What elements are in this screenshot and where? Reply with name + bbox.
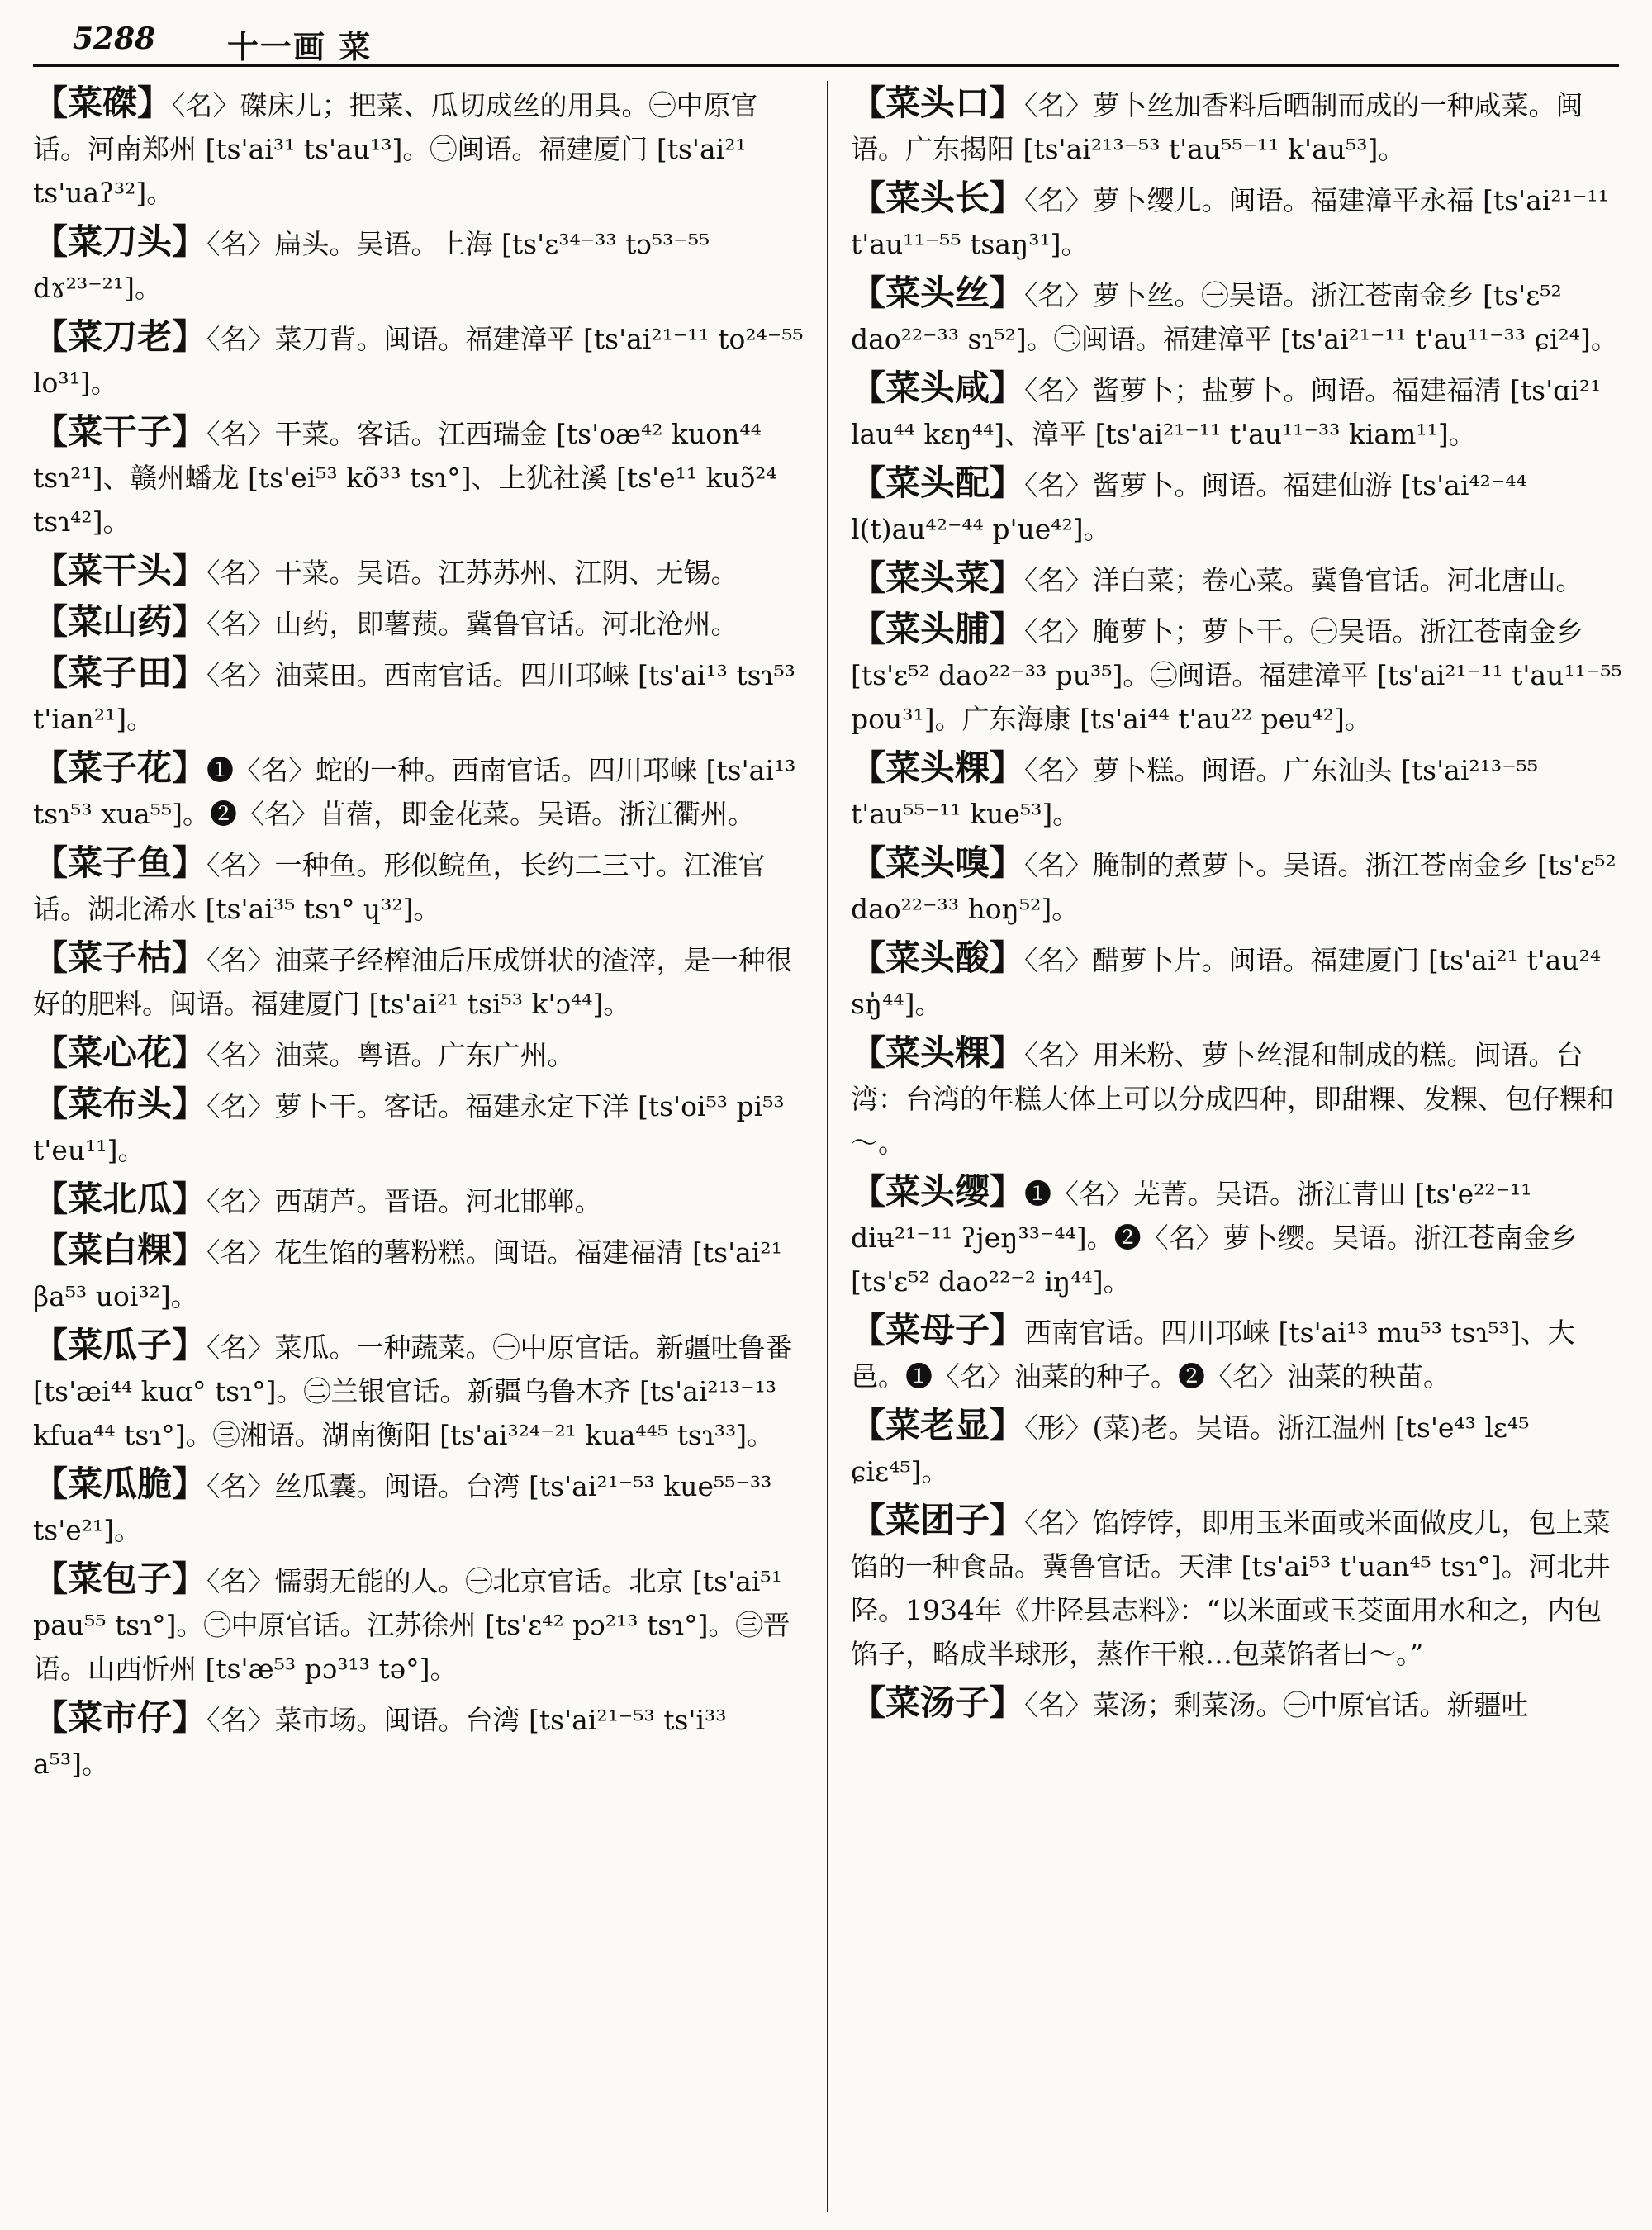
entry-definition: 〈名〉干菜。客话。江西瑞金 [ts'oæ⁴² kuon⁴⁴ tsɿ²¹]、赣州蟠龙 [ts'ei⁵³ kõ³³ tsɿ°]、上犹社溪 [ts'e¹¹ kuɔ̃²⁴ tsɿ⁴²]。 — [33, 418, 777, 538]
dictionary-entry — [851, 81, 1623, 171]
entry-headword: 【菜头长】 — [851, 178, 1025, 218]
entry-headword: 【菜磔】 — [33, 83, 173, 123]
entry-headword: 【菜子鱼】 — [33, 842, 207, 883]
entry-definition: 〈名〉山药，即薯蓣。冀鲁官话。河北沧州。 — [206, 608, 738, 640]
entry-definition: 〈名〉萝卜丝。㊀吴语。浙江苍南金乡 [ts'ɛ⁵² dao²²⁻³³ sɿ⁵²]。㊁闽语。福建漳平 [ts'ai²¹⁻¹¹ t'au¹¹⁻³³ ɕi²⁴]。 — [851, 279, 1618, 355]
page-header — [33, 17, 1619, 67]
dictionary-entry — [851, 1498, 1623, 1676]
left-column — [33, 81, 805, 2212]
entry-headword: 【菜干子】 — [33, 411, 207, 452]
entry-headword: 【菜瓜脆】 — [33, 1464, 207, 1504]
entry-headword: 【菜包子】 — [33, 1559, 207, 1599]
dictionary-entry — [33, 841, 805, 931]
entry-definition: 〈名〉丝瓜囊。闽语。台湾 [ts'ai²¹⁻⁵³ kue⁵⁵⁻³³ ts'e²¹]。 — [33, 1470, 772, 1546]
entry-definition: 〈名〉馅饽饽，即用玉米面或米面做皮儿，包上菜馅的一种食品。冀鲁官话。天津 [ts'ai⁵³ t'uan⁴⁵ tsɿ°]。河北井陉。1934年《井陉县志料》：“以米面或玉茭面用水和之，内包馅子，略成半球形，蒸作干粮…包菜馅者曰～。” — [851, 1506, 1611, 1670]
entry-definition: 〈名〉萝卜缨儿。闽语。福建漳平永福 [ts'ai²¹⁻¹¹ t'au¹¹⁻⁵⁵ tsaŋ³¹]。 — [851, 184, 1609, 260]
entry-definition: 〈名〉油菜田。西南官话。四川邛崃 [ts'ai¹³ tsɿ⁵³ t'ian²¹]。 — [33, 659, 795, 735]
entry-headword: 【菜刀头】 — [33, 221, 207, 262]
entry-headword: 【菜头菜】 — [851, 558, 1025, 598]
dictionary-entry — [33, 315, 805, 405]
entry-headword: 【菜老显】 — [851, 1405, 1025, 1445]
dictionary-entry — [33, 81, 805, 215]
dictionary-entry — [33, 1177, 805, 1223]
dictionary-entry — [33, 1323, 805, 1457]
entry-definition: 〈名〉菜汤；剩菜汤。㊀中原官话。新疆吐 — [1024, 1689, 1529, 1721]
entry-definition: 〈名〉磔床儿；把菜、瓜切成丝的用具。㊀中原官话。河南郑州 [ts'ai³¹ ts'au¹³]。㊁闽语。福建厦门 [ts'ai²¹ ts'uaʔ³²]。 — [33, 89, 758, 209]
dictionary-entry — [33, 410, 805, 543]
entry-definition: 〈名〉腌制的煮萝卜。吴语。浙江苍南金乡 [ts'ɛ⁵² dao²²⁻³³ hoŋ⁵²]。 — [851, 849, 1616, 925]
entry-headword: 【菜头缨】 — [851, 1171, 1025, 1212]
entry-headword: 【菜头粿】 — [851, 1032, 1025, 1073]
dictionary-entry — [33, 1557, 805, 1691]
dictionary-entry — [33, 1031, 805, 1077]
entry-definition: 〈形〉(菜)老。吴语。浙江温州 [ts'e⁴³ lɛ⁴⁵ ɕiɛ⁴⁵]。 — [851, 1412, 1530, 1487]
dictionary-entry — [851, 1031, 1623, 1165]
entry-headword: 【菜头配】 — [851, 463, 1025, 503]
entry-definition: ❶〈名〉芜菁。吴语。浙江青田 [ts'e²²⁻¹¹ diʉ²¹⁻¹¹ ʔjeŋ³³⁻⁴⁴]。❷〈名〉萝卜缨。吴语。浙江苍南金乡 [ts'ɛ⁵² dao²²⁻² iŋ⁴⁴]。 — [851, 1178, 1578, 1298]
entry-definition: 〈名〉菜刀背。闽语。福建漳平 [ts'ai²¹⁻¹¹ to²⁴⁻⁵⁵ lo³¹]。 — [33, 323, 804, 399]
entry-headword: 【菜布头】 — [33, 1084, 207, 1124]
entry-definition: 〈名〉一种鱼。形似鲩鱼，长约二三寸。江淮官话。湖北浠水 [ts'ai³⁵ tsɿ° ɥ³²]。 — [33, 849, 766, 925]
entry-definition: 〈名〉酱萝卜。闽语。福建仙游 [ts'ai⁴²⁻⁴⁴ l(t)au⁴²⁻⁴⁴ p'ue⁴²]。 — [851, 469, 1527, 545]
column-divider — [827, 81, 828, 2212]
dictionary-entry — [33, 1228, 805, 1318]
dictionary-entry — [851, 1681, 1623, 1727]
entry-definition: 〈名〉用米粉、萝卜丝混和制成的糕。闽语。台湾：台湾的年糕大体上可以分成四种，即甜粿、发粿、包仔粿和～。 — [851, 1039, 1614, 1159]
entry-headword: 【菜子枯】 — [33, 937, 207, 978]
dictionary-entry — [851, 461, 1623, 551]
entry-definition: 〈名〉菜市场。闽语。台湾 [ts'ai²¹⁻⁵³ ts'i³³ a⁵³]。 — [33, 1704, 727, 1780]
entry-headword: 【菜头脯】 — [851, 609, 1025, 649]
entry-headword: 【菜白粿】 — [33, 1230, 207, 1270]
dictionary-entry — [33, 600, 805, 646]
dictionary-entry — [33, 746, 805, 836]
entry-definition: ❶〈名〉蛇的一种。西南官话。四川邛崃 [ts'ai¹³ tsɿ⁵³ xua⁵⁵]。❷〈名〉苜蓿，即金花菜。吴语。浙江衢州。 — [33, 754, 796, 830]
dictionary-entry — [33, 651, 805, 741]
entry-headword: 【菜母子】 — [851, 1310, 1025, 1350]
entry-headword: 【菜子田】 — [33, 652, 207, 693]
dictionary-entry — [851, 841, 1623, 931]
header-title: 十一画 菜 — [227, 28, 373, 65]
entry-headword: 【菜市仔】 — [33, 1697, 207, 1738]
dictionary-entry — [851, 607, 1623, 741]
dictionary-entry — [33, 1082, 805, 1172]
entry-headword: 【菜山药】 — [33, 601, 207, 642]
entry-definition: 〈名〉油菜子经榨油后压成饼状的渣滓，是一种很好的肥料。闽语。福建厦门 [ts'ai²¹ tsi⁵³ k'ɔ⁴⁴]。 — [33, 944, 793, 1020]
entry-headword: 【菜头咸】 — [851, 368, 1025, 408]
entry-definition: 〈名〉萝卜丝加香料后晒制而成的一种咸菜。闽语。广东揭阳 [ts'ai²¹³⁻⁵³ t'au⁵⁵⁻¹¹ k'au⁵³]。 — [851, 89, 1583, 165]
entry-headword: 【菜心花】 — [33, 1032, 207, 1073]
entry-definition: 〈名〉萝卜糕。闽语。广东汕头 [ts'ai²¹³⁻⁵⁵ t'au⁵⁵⁻¹¹ kue⁵³]。 — [851, 754, 1538, 830]
entry-headword: 【菜头粿】 — [851, 747, 1025, 788]
entry-headword: 【菜头丝】 — [851, 273, 1025, 313]
entry-definition: 西南官话。四川邛崃 [ts'ai¹³ mu⁵³ tsɿ⁵³]、大邑。❶〈名〉油菜的种子。❷〈名〉油菜的秧苗。 — [851, 1317, 1575, 1393]
entry-headword: 【菜头口】 — [851, 83, 1025, 123]
page-number: 5288 — [73, 21, 156, 56]
dictionary-entry — [33, 548, 805, 595]
dictionary-entry — [851, 176, 1623, 266]
dictionary-entry — [851, 1403, 1623, 1493]
dictionary-entry — [851, 746, 1623, 836]
entry-headword: 【菜干头】 — [33, 550, 207, 591]
dictionary-entry — [33, 936, 805, 1026]
entry-headword: 【菜头嗅】 — [851, 842, 1025, 883]
dictionary-entry — [851, 1308, 1623, 1398]
entry-definition: 〈名〉酱萝卜；盐萝卜。闽语。福建福清 [ts'ɑi²¹ lau⁴⁴ kɛŋ⁴⁴]、漳平 [ts'ai²¹⁻¹¹ t'au¹¹⁻³³ kiam¹¹]。 — [851, 374, 1602, 450]
entry-definition: 〈名〉懦弱无能的人。㊀北京官话。北京 [ts'ai⁵¹ pau⁵⁵ tsɿ°]。㊁中原官话。江苏徐州 [ts'ɛ⁴² pɔ²¹³ tsɿ°]。㊂晋语。山西忻州 [ts'æ⁵³ pɔ³¹³ tə°]。 — [33, 1565, 790, 1685]
entry-headword: 【菜头酸】 — [851, 937, 1025, 978]
entry-definition: 〈名〉菜瓜。一种蔬菜。㊀中原官话。新疆吐鲁番 [ts'æi⁴⁴ kuɑ° tsɿ°]。㊁兰银官话。新疆乌鲁木齐 [ts'ai²¹³⁻¹³ kfua⁴⁴ tsɿ°]。㊂湘语。湖南衡阳 [ts'ai³²⁴⁻²¹ kua⁴⁴⁵ tsɿ³³]。 — [33, 1331, 793, 1451]
entry-definition: 〈名〉萝卜干。客话。福建永定下洋 [ts'oi⁵³ pi⁵³ t'eu¹¹]。 — [33, 1090, 785, 1166]
entry-headword: 【菜北瓜】 — [33, 1179, 207, 1219]
dictionary-entry — [33, 220, 805, 310]
entry-definition: 〈名〉西葫芦。晋语。河北邯郸。 — [206, 1185, 602, 1217]
dictionary-entry — [33, 1462, 805, 1552]
right-column — [851, 81, 1623, 2212]
dictionary-entry — [851, 1170, 1623, 1303]
dictionary-entry — [33, 1696, 805, 1786]
dictionary-entry — [851, 936, 1623, 1026]
entry-definition: 〈名〉醋萝卜片。闽语。福建厦门 [ts'ai²¹ t'au²⁴ sŋ̍⁴⁴]。 — [851, 944, 1602, 1020]
entry-headword: 【菜团子】 — [851, 1500, 1025, 1540]
entry-definition: 〈名〉腌萝卜；萝卜干。㊀吴语。浙江苍南金乡 [ts'ɛ⁵² dao²²⁻³³ pu³⁵]。㊁闽语。福建漳平 [ts'ai²¹⁻¹¹ t'au¹¹⁻⁵⁵ pou³¹]。广东海康 [ts'ai⁴⁴ t'au²² peu⁴²]。 — [851, 615, 1622, 735]
entry-headword: 【菜汤子】 — [851, 1682, 1025, 1723]
dictionary-entry — [851, 556, 1623, 602]
entry-definition: 〈名〉干菜。吴语。江苏苏州、江阴、无锡。 — [206, 557, 738, 589]
dictionary-entry — [851, 366, 1623, 456]
entry-headword: 【菜刀老】 — [33, 316, 207, 357]
dictionary-entry — [851, 271, 1623, 361]
entry-definition: 〈名〉油菜。粤语。广东广州。 — [206, 1039, 575, 1071]
entry-definition: 〈名〉花生馅的薯粉糕。闽语。福建福清 [ts'ai²¹ βa⁵³ uoi³²]。 — [33, 1236, 782, 1312]
entry-headword: 【菜子花】 — [33, 747, 207, 788]
entry-definition: 〈名〉洋白菜；卷心菜。冀鲁官话。河北唐山。 — [1024, 564, 1583, 596]
entry-headword: 【菜瓜子】 — [33, 1325, 207, 1365]
entry-definition: 〈名〉扁头。吴语。上海 [ts'ɛ³⁴⁻³³ tɔ⁵³⁻⁵⁵ dɤ²³⁻²¹]。 — [33, 228, 710, 304]
